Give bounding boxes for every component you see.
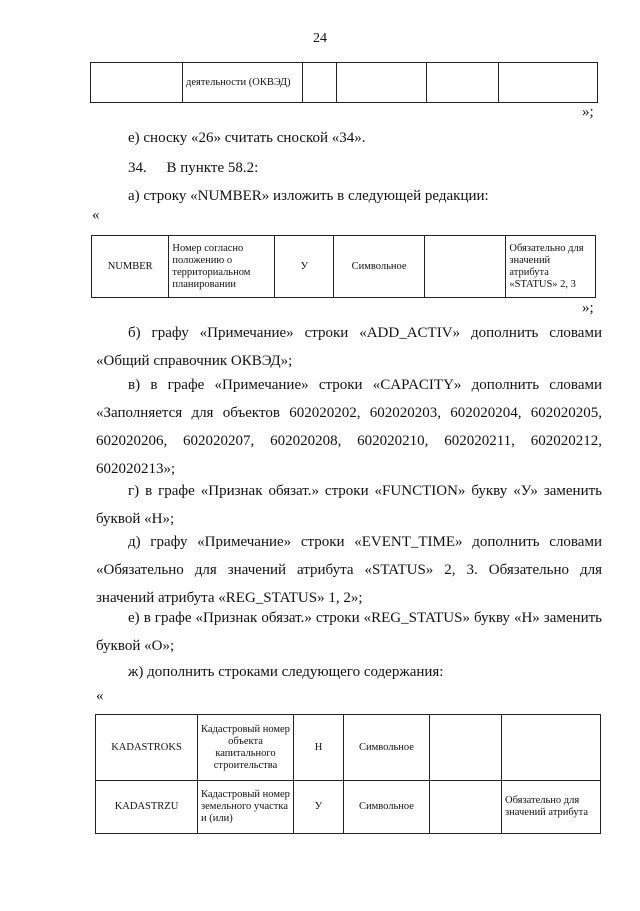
number-row-table [91,235,596,298]
closing-quote: »; [582,300,594,316]
required-flag: Н [294,715,344,781]
new-rows-table [95,714,601,834]
field-note: Обязательно для значений атрибута [502,781,601,834]
table-cell [303,63,337,103]
page-number: 24 [313,31,327,46]
item-34 [128,154,428,182]
field-type: Символьное [334,236,425,298]
table-row [96,715,601,781]
table-cell: деятельности (ОКВЭД) [183,63,303,103]
field-name: Кадастровый номер земельного участка и (или) [198,781,294,834]
field-size [430,715,502,781]
paragraph-b: б) графу «Примечание» строки «ADD_ACTIV» дополнить словами «Общий справочник ОКВЭД»; [96,325,602,369]
field-code: KADASTROKS [96,715,198,781]
field-code: KADASTRZU [96,781,198,834]
item-text: В пункте 58.2: [166,160,259,176]
paragraph-e2: е) в графе «Признак обязат.» строки «REG_STATUS» букву «Н» заменить буквой «О»; [96,610,602,654]
table-cell [91,63,183,103]
table-cell [427,63,499,103]
field-type: Символьное [344,715,430,781]
required-flag: У [275,236,334,298]
field-type: Символьное [344,781,430,834]
paragraph-g: г) в графе «Признак обязат.» строки «FUNCTION» букву «У» заменить буквой «Н»; [96,483,602,527]
table-row [91,63,598,103]
field-size [430,781,502,834]
table-cell [499,63,598,103]
field-note [502,715,601,781]
okved-table-fragment [90,62,598,103]
table-row [96,781,601,834]
table-cell [337,63,427,103]
paragraph-d: д) графу «Примечание» строки «EVENT_TIME» дополнить словами «Обязательно для значений атрибута «STATUS» 2, 3. Обязательно для значений атрибута «REG_STATUS» 1, 2»; [96,534,602,606]
paragraph-e: е) сноску «26» считать сноской «34». [128,130,366,146]
item-number: 34. [128,160,147,176]
table-row [92,236,596,298]
field-name: Кадастровый номер объекта капитального строительства [198,715,294,781]
paragraph-zh: ж) дополнить строками следующего содержания: [128,664,444,680]
closing-quote: »; [582,104,594,120]
field-name: Номер согласно положению о территориальном планировании [169,236,275,298]
paragraph-a: а) строку «NUMBER» изложить в следующей редакции: [128,188,489,204]
field-size [424,236,505,298]
opening-quote: « [92,207,100,223]
required-flag: У [294,781,344,834]
field-code: NUMBER [92,236,169,298]
opening-quote: « [96,688,104,704]
field-note: Обязательно для значений атрибута «STATUS» 2, 3 [506,236,596,298]
paragraph-v: в) в графе «Примечание» строки «CAPACITY» дополнить словами «Заполняется для объектов 602020202, 602020203, 602020204, 602020205, 602020206, 602020207, 602020208, 602020210, 602020211, 602020212, 602020213»; [96,377,602,477]
